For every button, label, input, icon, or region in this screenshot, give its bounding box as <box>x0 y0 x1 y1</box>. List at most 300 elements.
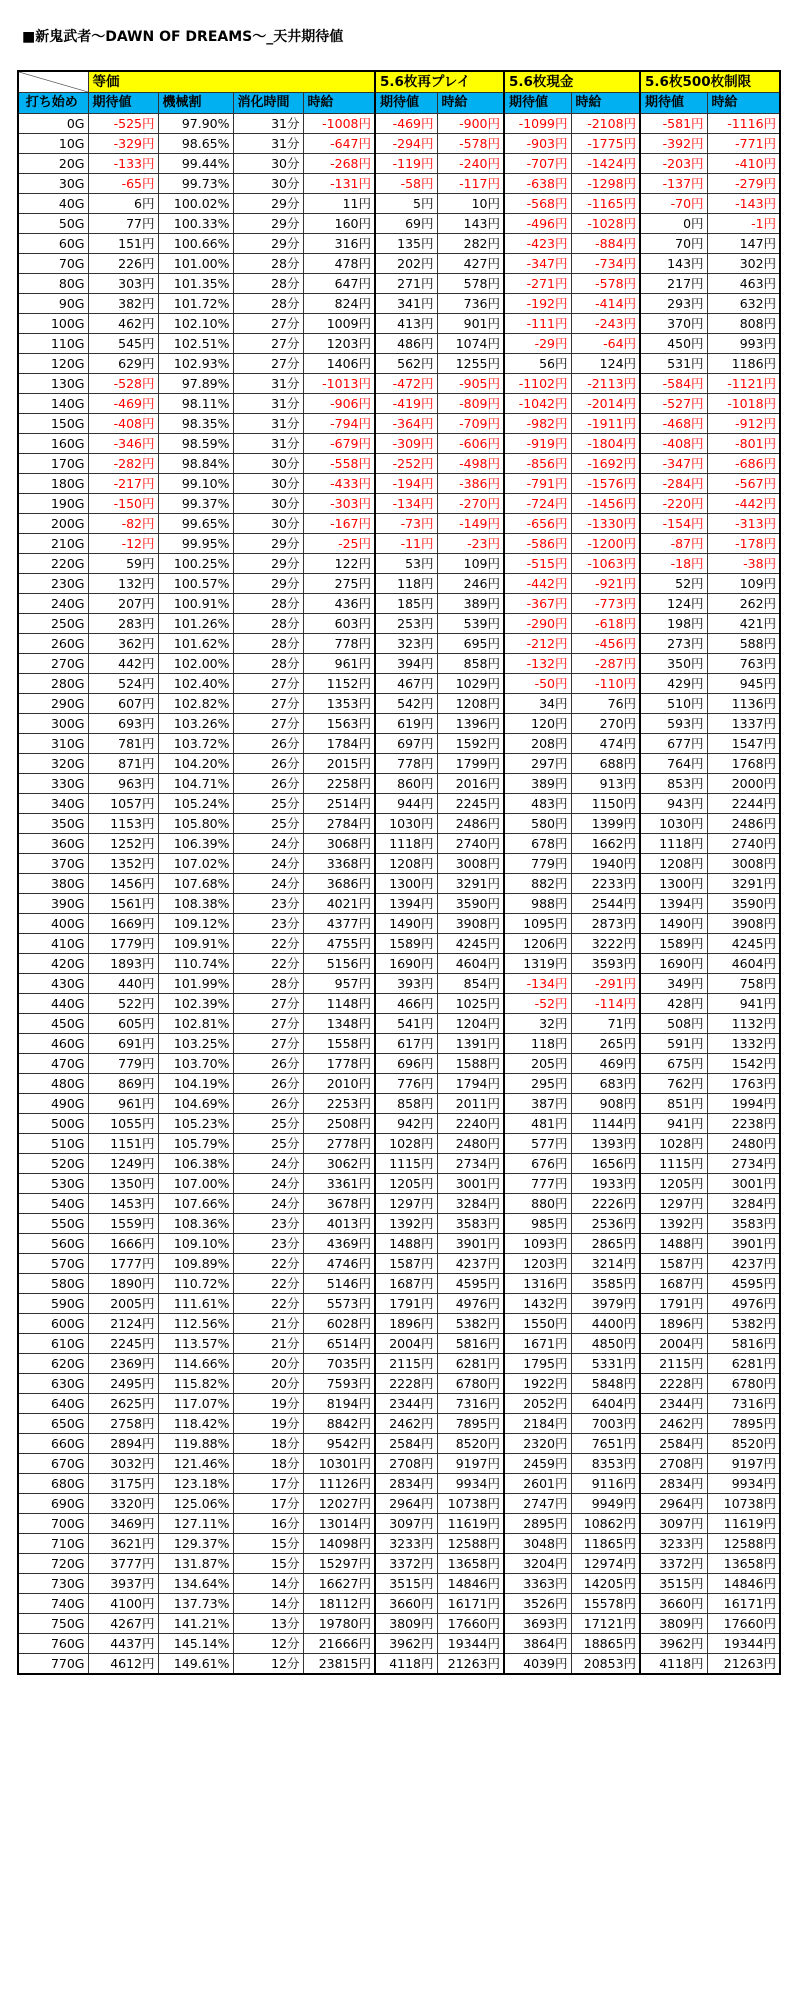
ev-cell: -1042円 <box>504 394 571 414</box>
ev-cell: -29円 <box>504 334 571 354</box>
hourly-cell: 2245円 <box>437 794 504 814</box>
ev-cell: 2052円 <box>504 1394 571 1414</box>
ev-cell: 2115円 <box>375 1354 437 1374</box>
ev-cell: 853円 <box>640 774 707 794</box>
hourly-cell: 265円 <box>571 1034 640 1054</box>
hourly-cell: 160円 <box>303 214 375 234</box>
column-header-ev: 期待値 <box>504 93 571 114</box>
hourly-cell: 6514円 <box>303 1334 375 1354</box>
play-time-cell: 31分 <box>233 414 303 434</box>
ev-cell: 1490円 <box>640 914 707 934</box>
hourly-cell: 1563円 <box>303 714 375 734</box>
hourly-cell: 6780円 <box>707 1374 780 1394</box>
hourly-cell: 1542円 <box>707 1054 780 1074</box>
start-game-cell: 530G <box>18 1174 88 1194</box>
play-time-cell: 29分 <box>233 554 303 574</box>
column-header-ev: 期待値 <box>640 93 707 114</box>
ev-cell: 53円 <box>375 554 437 574</box>
hourly-cell: -606円 <box>437 434 504 454</box>
ev-cell: -442円 <box>504 574 571 594</box>
ev-cell: 676円 <box>504 1154 571 1174</box>
hourly-cell: -1424円 <box>571 154 640 174</box>
hourly-cell: 7316円 <box>437 1394 504 1414</box>
hourly-cell: -921円 <box>571 574 640 594</box>
start-game-cell: 70G <box>18 254 88 274</box>
start-game-cell: 140G <box>18 394 88 414</box>
table-row <box>18 574 780 594</box>
table-row <box>18 994 780 1014</box>
ev-cell: 629円 <box>88 354 158 374</box>
hourly-cell: 3590円 <box>437 894 504 914</box>
payout-rate-cell: 134.64% <box>158 1574 233 1594</box>
ev-cell: 34円 <box>504 694 571 714</box>
hourly-cell: 2544円 <box>571 894 640 914</box>
start-game-cell: 730G <box>18 1574 88 1594</box>
hourly-cell: 6281円 <box>707 1354 780 1374</box>
column-header-row <box>18 93 780 114</box>
ev-cell: 4267円 <box>88 1614 158 1634</box>
ev-cell: 1252円 <box>88 834 158 854</box>
ev-cell: -58円 <box>375 174 437 194</box>
ev-cell: -707円 <box>504 154 571 174</box>
ev-cell: 1153円 <box>88 814 158 834</box>
hourly-cell: -287円 <box>571 654 640 674</box>
hourly-cell: 3068円 <box>303 834 375 854</box>
ev-cell: 3515円 <box>375 1574 437 1594</box>
hourly-cell: -313円 <box>707 514 780 534</box>
table-row <box>18 974 780 994</box>
column-header-payout: 機械割 <box>158 93 233 114</box>
payout-rate-cell: 101.72% <box>158 294 233 314</box>
hourly-cell: 3908円 <box>707 914 780 934</box>
payout-rate-cell: 107.66% <box>158 1194 233 1214</box>
play-time-cell: 18分 <box>233 1454 303 1474</box>
hourly-cell: 4013円 <box>303 1214 375 1234</box>
ev-cell: 3660円 <box>640 1594 707 1614</box>
start-game-cell: 450G <box>18 1014 88 1034</box>
hourly-cell: 7003円 <box>571 1414 640 1434</box>
hourly-cell: -110円 <box>571 674 640 694</box>
payout-rate-cell: 98.65% <box>158 134 233 154</box>
play-time-cell: 15分 <box>233 1554 303 1574</box>
ev-cell: -903円 <box>504 134 571 154</box>
ev-cell: 944円 <box>375 794 437 814</box>
table-row <box>18 394 780 414</box>
ev-cell: 3864円 <box>504 1634 571 1654</box>
hourly-cell: 4021円 <box>303 894 375 914</box>
hourly-cell: 808円 <box>707 314 780 334</box>
payout-rate-cell: 127.11% <box>158 1514 233 1534</box>
ev-cell: 295円 <box>504 1074 571 1094</box>
ev-cell: 1297円 <box>640 1194 707 1214</box>
payout-rate-cell: 103.26% <box>158 714 233 734</box>
hourly-cell: 588円 <box>707 634 780 654</box>
payout-rate-cell: 109.89% <box>158 1254 233 1274</box>
ev-cell: 2320円 <box>504 1434 571 1454</box>
hourly-cell: 8520円 <box>707 1434 780 1454</box>
hourly-cell: 688円 <box>571 754 640 774</box>
start-game-cell: 220G <box>18 554 88 574</box>
payout-rate-cell: 99.44% <box>158 154 233 174</box>
group-header-56-replay: 5.6枚再プレイ <box>375 71 504 93</box>
ev-cell: -346円 <box>88 434 158 454</box>
play-time-cell: 30分 <box>233 174 303 194</box>
play-time-cell: 19分 <box>233 1414 303 1434</box>
table-row <box>18 334 780 354</box>
ev-cell: 943円 <box>640 794 707 814</box>
hourly-cell: 2873円 <box>571 914 640 934</box>
table-row <box>18 1534 780 1554</box>
hourly-cell: -291円 <box>571 974 640 994</box>
ev-cell: 1319円 <box>504 954 571 974</box>
ev-cell: 1352円 <box>88 854 158 874</box>
hourly-cell: 8194円 <box>303 1394 375 1414</box>
table-row <box>18 1054 780 1074</box>
group-header-56-cash: 5.6枚現金 <box>504 71 640 93</box>
page-title: ■新鬼武者～DAWN OF DREAMS～_天井期待値 <box>22 29 344 45</box>
table-row <box>18 1354 780 1374</box>
ev-cell: 205円 <box>504 1054 571 1074</box>
ev-cell: -192円 <box>504 294 571 314</box>
ev-cell: 387円 <box>504 1094 571 1114</box>
hourly-cell: -1330円 <box>571 514 640 534</box>
hourly-cell: 1208円 <box>437 694 504 714</box>
ev-cell: -364円 <box>375 414 437 434</box>
table-row <box>18 714 780 734</box>
hourly-cell: 758円 <box>707 974 780 994</box>
hourly-cell: 6281円 <box>437 1354 504 1374</box>
ev-cell: 481円 <box>504 1114 571 1134</box>
ev-cell: 2708円 <box>640 1454 707 1474</box>
hourly-cell: -456円 <box>571 634 640 654</box>
hourly-cell: 1662円 <box>571 834 640 854</box>
ev-cell: -294円 <box>375 134 437 154</box>
ev-cell: 1115円 <box>375 1154 437 1174</box>
hourly-cell: 4604円 <box>437 954 504 974</box>
hourly-cell: 1144円 <box>571 1114 640 1134</box>
hourly-cell: 858円 <box>437 654 504 674</box>
hourly-cell: 3361円 <box>303 1174 375 1194</box>
table-row <box>18 1074 780 1094</box>
payout-rate-cell: 102.10% <box>158 314 233 334</box>
hourly-cell: 1592円 <box>437 734 504 754</box>
hourly-cell: 15578円 <box>571 1594 640 1614</box>
start-game-cell: 440G <box>18 994 88 1014</box>
payout-rate-cell: 100.57% <box>158 574 233 594</box>
play-time-cell: 24分 <box>233 1174 303 1194</box>
start-game-cell: 420G <box>18 954 88 974</box>
ev-cell: 1896円 <box>375 1314 437 1334</box>
hourly-cell: 1150円 <box>571 794 640 814</box>
start-game-cell: 560G <box>18 1234 88 1254</box>
hourly-cell: 941円 <box>707 994 780 1014</box>
play-time-cell: 14分 <box>233 1574 303 1594</box>
hourly-cell: 695円 <box>437 634 504 654</box>
ev-cell: 198円 <box>640 614 707 634</box>
hourly-cell: 2778円 <box>303 1134 375 1154</box>
hourly-cell: -23円 <box>437 534 504 554</box>
hourly-cell: 1547円 <box>707 734 780 754</box>
ev-cell: -73円 <box>375 514 437 534</box>
play-time-cell: 14分 <box>233 1594 303 1614</box>
ev-cell: 1550円 <box>504 1314 571 1334</box>
play-time-cell: 31分 <box>233 134 303 154</box>
play-time-cell: 31分 <box>233 434 303 454</box>
column-header-hourly: 時給 <box>303 93 375 114</box>
start-game-cell: 30G <box>18 174 88 194</box>
hourly-cell: -149円 <box>437 514 504 534</box>
ev-cell: 607円 <box>88 694 158 714</box>
start-game-cell: 460G <box>18 1034 88 1054</box>
hourly-cell: 647円 <box>303 274 375 294</box>
hourly-cell: 11619円 <box>707 1514 780 1534</box>
hourly-cell: 5382円 <box>437 1314 504 1334</box>
hourly-cell: 1025円 <box>437 994 504 1014</box>
ev-cell: 697円 <box>375 734 437 754</box>
hourly-cell: 1009円 <box>303 314 375 334</box>
ev-cell: -496円 <box>504 214 571 234</box>
hourly-cell: 122円 <box>303 554 375 574</box>
hourly-cell: 945円 <box>707 674 780 694</box>
ev-cell: 1300円 <box>640 874 707 894</box>
hourly-cell: -279円 <box>707 174 780 194</box>
ev-cell: 428円 <box>640 994 707 1014</box>
hourly-cell: 7035円 <box>303 1354 375 1374</box>
ev-cell: 1687円 <box>640 1274 707 1294</box>
payout-rate-cell: 107.00% <box>158 1174 233 1194</box>
play-time-cell: 26分 <box>233 774 303 794</box>
ev-cell: 283円 <box>88 614 158 634</box>
ev-cell: -347円 <box>640 454 707 474</box>
hourly-cell: 4595円 <box>437 1274 504 1294</box>
payout-rate-cell: 101.62% <box>158 634 233 654</box>
table-row <box>18 954 780 974</box>
ev-cell: 429円 <box>640 674 707 694</box>
hourly-cell: 578円 <box>437 274 504 294</box>
hourly-cell: 993円 <box>707 334 780 354</box>
hourly-cell: 683円 <box>571 1074 640 1094</box>
ev-cell: 362円 <box>88 634 158 654</box>
table-row <box>18 1214 780 1234</box>
hourly-cell: -558円 <box>303 454 375 474</box>
payout-rate-cell: 107.02% <box>158 854 233 874</box>
play-time-cell: 27分 <box>233 314 303 334</box>
ev-cell: 3937円 <box>88 1574 158 1594</box>
hourly-cell: 302円 <box>707 254 780 274</box>
table-row <box>18 894 780 914</box>
ev-cell: 394円 <box>375 654 437 674</box>
hourly-cell: -686円 <box>707 454 780 474</box>
ev-cell: 2625円 <box>88 1394 158 1414</box>
ev-cell: -724円 <box>504 494 571 514</box>
ev-cell: 1118円 <box>640 834 707 854</box>
ev-cell: 483円 <box>504 794 571 814</box>
ev-cell: 2004円 <box>640 1334 707 1354</box>
hourly-cell: -906円 <box>303 394 375 414</box>
ev-cell: -515円 <box>504 554 571 574</box>
table-row <box>18 674 780 694</box>
column-header-ev: 期待値 <box>375 93 437 114</box>
ev-cell: 3962円 <box>375 1634 437 1654</box>
hourly-cell: 21666円 <box>303 1634 375 1654</box>
hourly-cell: 3008円 <box>707 854 780 874</box>
hourly-cell: 4976円 <box>707 1294 780 1314</box>
ev-cell: 1589円 <box>640 934 707 954</box>
ev-cell: 781円 <box>88 734 158 754</box>
table-row <box>18 1094 780 1114</box>
hourly-cell: 7895円 <box>707 1414 780 1434</box>
ev-cell: 3363円 <box>504 1574 571 1594</box>
payout-rate-cell: 121.46% <box>158 1454 233 1474</box>
ev-cell: 293円 <box>640 294 707 314</box>
ev-cell: 32円 <box>504 1014 571 1034</box>
hourly-cell: -709円 <box>437 414 504 434</box>
hourly-cell: 1933円 <box>571 1174 640 1194</box>
hourly-cell: -1013円 <box>303 374 375 394</box>
ev-cell: 59円 <box>88 554 158 574</box>
hourly-cell: -1018円 <box>707 394 780 414</box>
ev-cell: 271円 <box>375 274 437 294</box>
ev-cell: 1205円 <box>640 1174 707 1194</box>
play-time-cell: 17分 <box>233 1494 303 1514</box>
ev-cell: -525円 <box>88 114 158 134</box>
hourly-cell: 4237円 <box>437 1254 504 1274</box>
hourly-cell: 478円 <box>303 254 375 274</box>
ev-cell: -50円 <box>504 674 571 694</box>
ev-cell: 1791円 <box>375 1294 437 1314</box>
ev-cell: 3469円 <box>88 1514 158 1534</box>
hourly-cell: -1063円 <box>571 554 640 574</box>
payout-rate-cell: 108.38% <box>158 894 233 914</box>
table-row <box>18 1554 780 1574</box>
hourly-cell: -117円 <box>437 174 504 194</box>
ev-cell: 486円 <box>375 334 437 354</box>
ev-cell: 3515円 <box>640 1574 707 1594</box>
ev-cell: 1392円 <box>375 1214 437 1234</box>
ev-cell: 2344円 <box>375 1394 437 1414</box>
play-time-cell: 27分 <box>233 714 303 734</box>
ev-cell: 942円 <box>375 1114 437 1134</box>
hourly-cell: 4245円 <box>437 934 504 954</box>
payout-rate-cell: 105.23% <box>158 1114 233 1134</box>
ev-cell: 577円 <box>504 1134 571 1154</box>
hourly-cell: 17121円 <box>571 1614 640 1634</box>
start-game-cell: 330G <box>18 774 88 794</box>
hourly-cell: 6404円 <box>571 1394 640 1414</box>
start-game-cell: 570G <box>18 1254 88 1274</box>
start-game-cell: 520G <box>18 1154 88 1174</box>
hourly-cell: 3908円 <box>437 914 504 934</box>
ev-cell: 4612円 <box>88 1654 158 1675</box>
play-time-cell: 29分 <box>233 234 303 254</box>
play-time-cell: 25分 <box>233 1134 303 1154</box>
start-game-cell: 620G <box>18 1354 88 1374</box>
start-game-cell: 310G <box>18 734 88 754</box>
ev-cell: -133円 <box>88 154 158 174</box>
hourly-cell: 14205円 <box>571 1574 640 1594</box>
hourly-cell: 3008円 <box>437 854 504 874</box>
ev-cell: 963円 <box>88 774 158 794</box>
hourly-cell: 3901円 <box>707 1234 780 1254</box>
payout-rate-cell: 112.56% <box>158 1314 233 1334</box>
payout-rate-cell: 123.18% <box>158 1474 233 1494</box>
hourly-cell: -1008円 <box>303 114 375 134</box>
hourly-cell: 824円 <box>303 294 375 314</box>
ev-cell: 1208円 <box>640 854 707 874</box>
hourly-cell: 3585円 <box>571 1274 640 1294</box>
play-time-cell: 24分 <box>233 1154 303 1174</box>
ev-cell: 591円 <box>640 1034 707 1054</box>
hourly-cell: 436円 <box>303 594 375 614</box>
hourly-cell: -1165円 <box>571 194 640 214</box>
start-game-cell: 630G <box>18 1374 88 1394</box>
ev-cell: 541円 <box>375 1014 437 1034</box>
play-time-cell: 23分 <box>233 1234 303 1254</box>
ev-cell: -87円 <box>640 534 707 554</box>
table-row <box>18 814 780 834</box>
ev-cell: 778円 <box>375 754 437 774</box>
ev-cell: 677円 <box>640 734 707 754</box>
ev-cell: 2344円 <box>640 1394 707 1414</box>
payout-rate-cell: 99.95% <box>158 534 233 554</box>
ev-cell: 2228円 <box>640 1374 707 1394</box>
hourly-cell: 5146円 <box>303 1274 375 1294</box>
table-row <box>18 1574 780 1594</box>
column-header-time: 消化時間 <box>233 93 303 114</box>
hourly-cell: 1348円 <box>303 1014 375 1034</box>
ev-cell: -408円 <box>88 414 158 434</box>
start-game-cell: 240G <box>18 594 88 614</box>
hourly-cell: 2238円 <box>707 1114 780 1134</box>
ev-cell: 341円 <box>375 294 437 314</box>
start-game-cell: 710G <box>18 1534 88 1554</box>
hourly-cell: -679円 <box>303 434 375 454</box>
hourly-cell: -114円 <box>571 994 640 1014</box>
start-game-cell: 90G <box>18 294 88 314</box>
ev-cell: 2369円 <box>88 1354 158 1374</box>
ev-cell: -282円 <box>88 454 158 474</box>
hourly-cell: -131円 <box>303 174 375 194</box>
ev-cell: -347円 <box>504 254 571 274</box>
start-game-cell: 260G <box>18 634 88 654</box>
ev-cell: 1453円 <box>88 1194 158 1214</box>
ev-cell: 1030円 <box>640 814 707 834</box>
payout-rate-cell: 108.36% <box>158 1214 233 1234</box>
hourly-cell: 1784円 <box>303 734 375 754</box>
ev-cell: 3777円 <box>88 1554 158 1574</box>
play-time-cell: 22分 <box>233 954 303 974</box>
hourly-cell: 2480円 <box>437 1134 504 1154</box>
table-row <box>18 1314 780 1334</box>
ev-cell: -638円 <box>504 174 571 194</box>
hourly-cell: 124円 <box>571 354 640 374</box>
expected-value-table <box>17 70 781 1675</box>
ev-cell: 297円 <box>504 754 571 774</box>
hourly-cell: 13658円 <box>707 1554 780 1574</box>
table-row <box>18 934 780 954</box>
start-game-cell: 290G <box>18 694 88 714</box>
ev-cell: 2894円 <box>88 1434 158 1454</box>
ev-cell: 1095円 <box>504 914 571 934</box>
payout-rate-cell: 131.87% <box>158 1554 233 1574</box>
ev-cell: -194円 <box>375 474 437 494</box>
table-row <box>18 614 780 634</box>
hourly-cell: 3222円 <box>571 934 640 954</box>
hourly-cell: 8353円 <box>571 1454 640 1474</box>
table-row <box>18 734 780 754</box>
ev-cell: 3233円 <box>375 1534 437 1554</box>
hourly-cell: 10738円 <box>707 1494 780 1514</box>
